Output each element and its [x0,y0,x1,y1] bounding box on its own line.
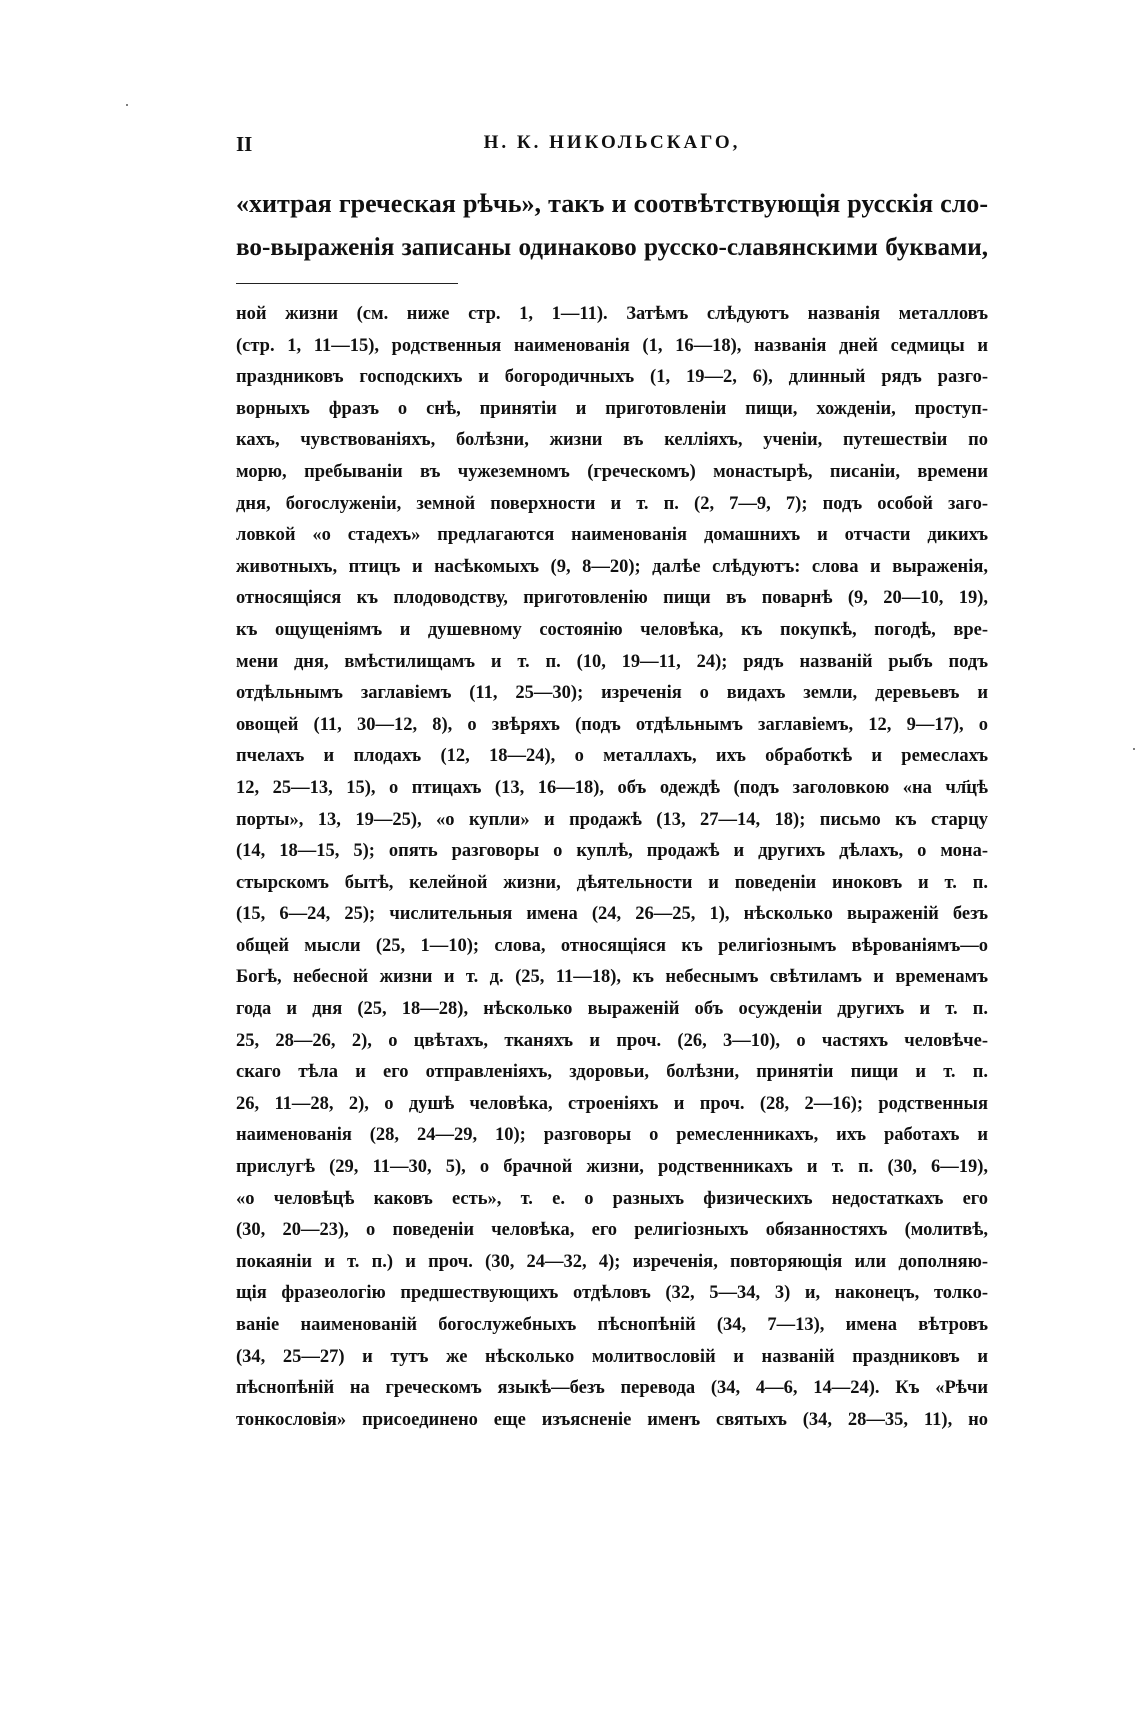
main-text-line: «хитрая греческая рѣчь», такъ и соотвѣтствующія русскія сло- [236,189,988,218]
footnote-line: пчелахъ и плодахъ (12, 18—24), о металлахъ, ихъ обработкѣ и ремеслахъ [236,746,988,767]
scan-speck [1133,748,1135,750]
footnote-line: щія фразеологію предшествующихъ отдѣловъ (32, 5—34, 3) и, наконецъ, толко- [236,1283,988,1304]
footnote-line: прислугѣ (29, 11—30, 5), о брачной жизни, родственникахъ и т. п. (30, 6—19), [236,1157,988,1178]
footnote [236,299,988,1436]
footnote-line: тонкословія» присоединено еще изъясненіе именъ святыхъ (34, 28—35, 11), но [236,1409,988,1430]
footnote-line: кахъ, чувствованіяхъ, болѣзни, жизни въ келліяхъ, ученіи, путешествіи по [236,430,988,451]
footnote-separator [236,283,458,284]
footnote-line: 12, 25—13, 15), о птицахъ (13, 16—18), объ одеждѣ (подъ заголовкою «на чл҃цѣ [236,777,988,798]
footnote-line: мени дня, вмѣстилищамъ и т. п. (10, 19—11, 24); рядъ названій рыбъ подъ [236,651,988,672]
footnote-line: овощей (11, 30—12, 8), о звѣряхъ (подъ отдѣльнымъ заглавіемъ, 12, 9—17), о [236,714,988,735]
running-head: Н. К. НИКОЛЬСКАГО, [483,132,741,153]
footnote-line: года и дня (25, 18—28), нѣсколько выраженій объ осужденіи другихъ и т. п. [236,999,988,1020]
footnote-line: относящіяся къ плодоводству, приготовленію пищи въ поварнѣ (9, 20—10, 19), [236,588,988,609]
footnote-line: (34, 25—27) и тутъ же нѣсколько молитвословій и названій праздниковъ и [236,1346,988,1367]
footnote-line: наименованія (28, 24—29, 10); разговоры о ремесленникахъ, ихъ работахъ и [236,1125,988,1146]
footnote-line: порты», 13, 19—25), «о купли» и продажѣ (13, 27—14, 18); письмо къ старцу [236,809,988,830]
footnote-line: отдѣльнымъ заглавіемъ (11, 25—30); изреченія о видахъ земли, деревьевъ и [236,683,988,704]
footnote-line: (14, 18—15, 5); опять разговоры о куплѣ, продажѣ и другихъ дѣлахъ, о мона- [236,841,988,862]
main-text [236,182,988,270]
footnote-line: общей мысли (25, 1—10); слова, относящіяся къ религіознымъ вѣрованіямъ—о [236,935,988,956]
footnote-line: покаяніи и т. п.) и проч. (30, 24—32, 4); изреченія, повторяющія или дополняю- [236,1251,988,1272]
page-header [236,132,988,166]
page-number: II [236,132,253,156]
footnote-line: ворныхъ фразъ о снѣ, принятіи и приготовленіи пищи, хожденіи, проступ- [236,398,988,419]
footnote-line: (30, 20—23), о поведеніи человѣка, его религіозныхъ обязанностяхъ (молитвѣ, [236,1220,988,1241]
footnote-line: дня, богослуженіи, земной поверхности и т. п. (2, 7—9, 7); подъ особой заго- [236,493,988,514]
footnote-line: животныхъ, птицъ и насѣкомыхъ (9, 8—20); далѣе слѣдуютъ: слова и выраженія, [236,556,988,577]
footnote-line: пѣснопѣній на греческомъ языкѣ—безъ перевода (34, 4—6, 14—24). Къ «Рѣчи [236,1378,988,1399]
footnote-line: (15, 6—24, 25); числительныя имена (24, 26—25, 1), нѣсколько выраженій безъ [236,904,988,925]
footnote-line: 25, 28—26, 2), о цвѣтахъ, тканяхъ и проч. (26, 3—10), о частяхъ человѣче- [236,1030,988,1051]
footnote-line: праздниковъ господскихъ и богородичныхъ (1, 19—2, 6), длинный рядъ разго- [236,367,988,388]
footnote-line: (стр. 1, 11—15), родственныя наименованія (1, 16—18), названія дней седмицы и [236,335,988,356]
footnote-line: морю, пребываніи въ чужеземномъ (греческомъ) монастырѣ, писаніи, времени [236,461,988,482]
footnote-line: 26, 11—28, 2), о душѣ человѣка, строеніяхъ и проч. (28, 2—16); родственныя [236,1093,988,1114]
footnote-line: стырскомъ бытѣ, келейной жизни, дѣятельности и поведеніи иноковъ и т. п. [236,872,988,893]
footnote-line: Богѣ, небесной жизни и т. д. (25, 11—18), къ небеснымъ свѣтиламъ и временамъ [236,967,988,988]
scan-speck [126,104,128,106]
footnote-line: къ ощущеніямъ и душевному состоянію человѣка, къ покупкѣ, погодѣ, вре- [236,619,988,640]
footnote-line: «о человѣцѣ каковъ есть», т. е. о разныхъ физическихъ недостаткахъ его [236,1188,988,1209]
main-text-line: во-выраженія записаны одинаково русско-славянскими буквами, [236,234,988,261]
footnote-line: ной жизни (см. ниже стр. 1, 1—11). Затѣмъ слѣдуютъ названія металловъ [236,304,988,324]
footnote-line: ловкой «о стадехъ» предлагаются наименованія домашнихъ и отчасти дикихъ [236,525,988,546]
footnote-line: ваніе наименованій богослужебныхъ пѣснопѣній (34, 7—13), имена вѣтровъ [236,1315,988,1335]
footnote-line: скаго тѣла и его отправленіяхъ, здоровьи, болѣзни, принятіи пищи и т. п. [236,1062,988,1083]
